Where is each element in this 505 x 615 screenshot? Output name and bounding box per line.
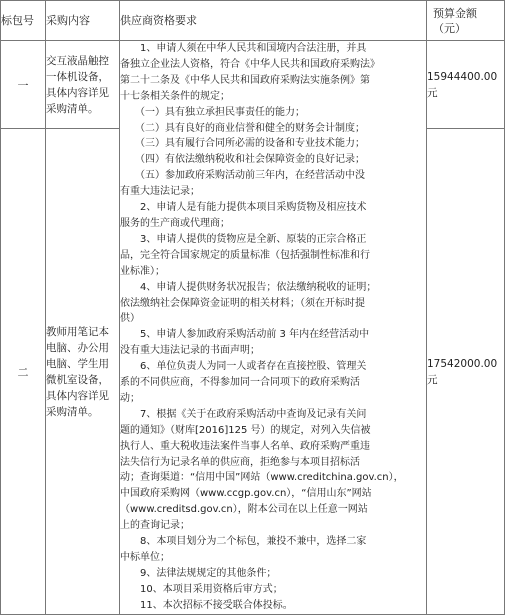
supplier-requirements (120, 41, 427, 615)
requirement-line: （www.creditsd.gov.cn），附本公司在以上任意一网站 (120, 504, 368, 516)
requirement-line: 7、根据《关于在政府采购活动中查询及记录有关问 (120, 408, 367, 420)
requirement-line: 3、申请人提供的货物应是全新、原装的正宗合格正 (120, 233, 367, 245)
requirement-line: 6、单位负责人为同一人或者存在直接控股、管理关 (120, 361, 367, 373)
lot-budget-2-value: 17542000.00 (427, 357, 498, 370)
requirements-list (120, 41, 426, 614)
requirement-line: 法失信行为记录名单的供应商，拒绝参与本项目招标活 (120, 456, 360, 468)
requirement-line: 备独立企业法人资格，符合《中华人民共和国政府采购法》 (120, 58, 380, 70)
requirement-line: 没有重大违法记录的书面声明； (120, 345, 260, 357)
header-budget-label: 预算金额 (433, 6, 477, 20)
requirement-line: （一）具有独立承担民事责任的能力； (120, 106, 305, 118)
requirement-line: 动； (120, 392, 140, 404)
header-content: 采购内容 (46, 1, 120, 41)
lot-row-1 (1, 41, 505, 129)
requirement-line: 动；查询渠道：“信用中国”网站（www.creditchina.gov.cn）， (120, 472, 404, 484)
requirement-line: 中国政府采购网（www.ccgp.gov.cn），“信用山东”网站 (120, 488, 372, 500)
requirement-line: 9、法律法规规定的其他条件； (120, 567, 277, 579)
requirement-line: 11、本次招标不接受联合体投标。 (120, 599, 293, 611)
lot-number-2: 二 (1, 129, 46, 615)
lot-budget-2 (427, 129, 505, 615)
requirement-line: （三）具有履行合同所必需的设备和专业技术能力； (120, 138, 365, 150)
lot-budget-1 (427, 41, 505, 129)
requirement-line: 题的通知》（财库[2016]125 号）的规定，对列入失信被 (120, 424, 371, 436)
requirement-line: 十七条相关条件的规定； (120, 90, 230, 102)
requirement-line: 1、申请人须在中华人民共和国境内合法注册，并具 (120, 43, 367, 54)
header-budget-unit: （元） (433, 21, 466, 35)
lot-content-1: 交互液晶触控一体机设备，具体内容详见采购清单。 (46, 41, 120, 129)
requirement-line: 5、申请人参加政府采购活动前 3 年内在经营活动中 (120, 329, 370, 341)
requirement-line: 业标准）； (120, 265, 165, 277)
lot-content-2: 教师用笔记本电脑、办公用电脑、学生用微机室设备，具体内容详见采购清单。 (46, 129, 120, 615)
header-lot: 标包号 (1, 1, 46, 41)
requirement-line: （二）具有良好的商业信誉和健全的财务会计制度； (120, 122, 365, 134)
requirement-line: 依法缴纳社会保障资金证明的相关材料；（须在开标时提 (120, 297, 365, 309)
requirement-line: 服务的生产商或代理商； (120, 217, 230, 229)
header-budget (427, 1, 505, 41)
requirement-line: 2、申请人是有能力提供本项目采购货物及相应技术 (120, 202, 367, 214)
lot-number-1: 一 (1, 41, 46, 129)
requirement-line: （五）参加政府采购活动前三年内，在经营活动中没 (120, 170, 365, 182)
requirement-line: 上的查询记录； (120, 520, 190, 532)
requirement-line: 10、本项目采用资格后审方式； (120, 583, 283, 595)
requirement-line: 8、本项目划分为二个标包，兼投不兼中，选择二家 (120, 536, 367, 548)
lot-budget-1-unit: 元 (427, 86, 438, 99)
lot-budget-1-value: 15944400.00 (427, 70, 498, 83)
requirement-line: 中标单位； (120, 552, 170, 563)
requirement-line: 第二十二条及《中华人民共和国政府采购法实施条例》第 (120, 74, 370, 86)
requirement-line: （四）有依法缴纳税收和社会保障资金的良好记录； (120, 154, 365, 166)
requirement-line: 系的不同供应商，不得参加同一合同项下的政府采购活 (120, 377, 360, 389)
requirement-line: 4、申请人提供财务状况报告；依法缴纳税收的证明； (120, 281, 377, 293)
lot-budget-2-unit: 元 (427, 373, 438, 386)
requirement-line: 供） (120, 313, 140, 325)
requirement-line: 执行人、重大税收违法案件当事人名单、政府采购严重违 (120, 440, 370, 452)
requirement-line: 品，完全符合国家规定的质量标准（包括强制性标准和行 (120, 249, 370, 261)
requirement-line: 有重大违法记录； (120, 186, 200, 198)
header-row (1, 1, 505, 41)
header-requirements: 供应商资格要求 (120, 1, 427, 41)
